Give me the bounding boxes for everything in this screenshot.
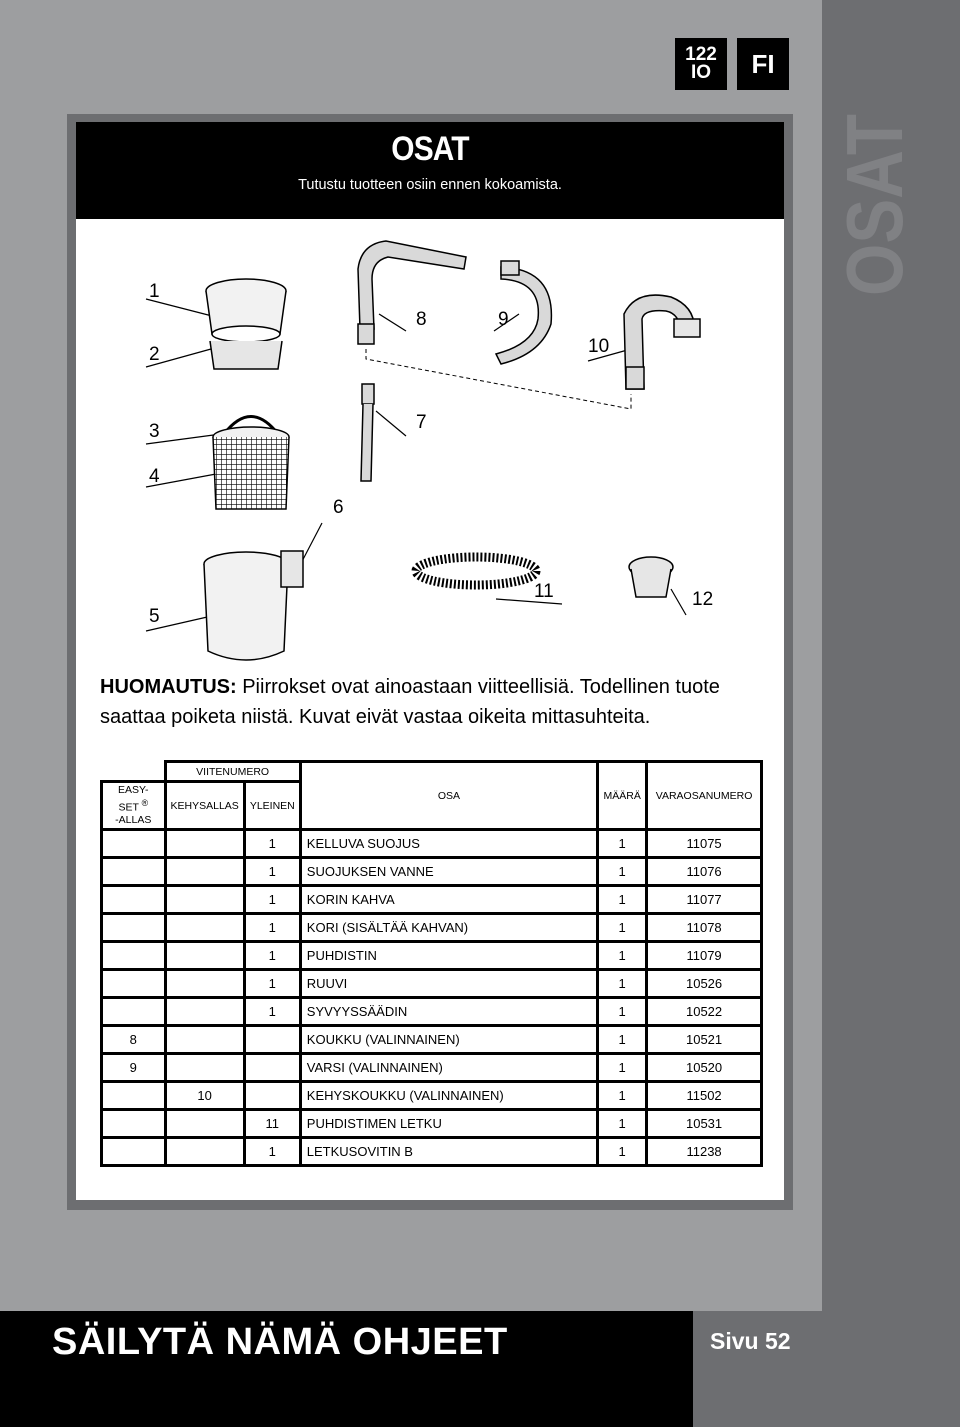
cell-osa: SUOJUKSEN VANNE — [300, 858, 597, 886]
parts-diagram — [76, 219, 784, 669]
cell-easy-set — [102, 1138, 166, 1166]
cell-varaosanumero: 10520 — [647, 1054, 762, 1082]
footer-bar — [0, 1311, 693, 1427]
table-row — [102, 914, 762, 942]
cell-osa: PUHDISTIMEN LETKU — [300, 1110, 597, 1138]
cell-maara: 1 — [598, 998, 647, 1026]
header-maara: MÄÄRÄ — [598, 762, 647, 830]
page-number: Sivu 52 — [710, 1328, 791, 1354]
footer-text: SÄILYTÄ NÄMÄ OHJEET — [52, 1321, 508, 1363]
cell-osa: KOUKKU (VALINNAINEN) — [300, 1026, 597, 1054]
table-row — [102, 1082, 762, 1110]
header-easy-set-line3: -ALLAS — [115, 814, 152, 827]
diagram-label-9: 9 — [498, 309, 509, 330]
cell-varaosanumero: 10521 — [647, 1026, 762, 1054]
model-code-line1: 122 — [685, 44, 717, 65]
header-kehysallas: KEHYSALLAS — [165, 782, 244, 830]
cell-varaosanumero: 11078 — [647, 914, 762, 942]
cell-easy-set: 9 — [102, 1054, 166, 1082]
leader-line-8 — [379, 314, 406, 331]
leader-line-12 — [671, 589, 686, 615]
page-subtitle: Tutustu tuotteen osiin ennen kokoamista. — [298, 177, 562, 193]
cell-yleinen — [244, 1054, 300, 1082]
cell-varaosanumero: 11238 — [647, 1138, 762, 1166]
cell-yleinen: 1 — [244, 970, 300, 998]
hose-drawing — [416, 557, 536, 585]
skimmer-body-drawing — [204, 551, 303, 660]
cell-maara: 1 — [598, 970, 647, 998]
table-row — [102, 998, 762, 1026]
disclaimer-note — [100, 672, 770, 732]
cell-varaosanumero: 10531 — [647, 1110, 762, 1138]
side-title — [830, 79, 919, 300]
model-code-badge — [675, 38, 727, 90]
cell-yleinen: 1 — [244, 886, 300, 914]
header-yleinen: YLEINEN — [244, 782, 300, 830]
cell-yleinen: 1 — [244, 942, 300, 970]
cell-kehysallas — [165, 1054, 244, 1082]
cell-kehysallas — [165, 1138, 244, 1166]
cell-maara: 1 — [598, 1026, 647, 1054]
cell-kehysallas — [165, 830, 244, 858]
cell-yleinen: 1 — [244, 830, 300, 858]
cell-kehysallas — [165, 858, 244, 886]
cell-easy-set — [102, 914, 166, 942]
cell-varaosanumero: 11075 — [647, 830, 762, 858]
table-row — [102, 1054, 762, 1082]
table-row — [102, 886, 762, 914]
cell-yleinen — [244, 1082, 300, 1110]
cell-easy-set — [102, 886, 166, 914]
table-row — [102, 1138, 762, 1166]
cell-maara: 1 — [598, 942, 647, 970]
note-text: Piirrokset ovat ainoastaan viitteellisiä. Todellinen tuote saattaa poiketa niistä. Kuvat eivät vastaa oikeita mittasuhteita. — [100, 676, 720, 728]
table-row — [102, 1026, 762, 1054]
diagram-label-7: 7 — [416, 412, 427, 433]
header-easy-set-line1: EASY- — [117, 783, 149, 796]
header-easy-set — [102, 782, 166, 830]
diagram-label-11: 11 — [534, 581, 554, 602]
cell-varaosanumero: 10526 — [647, 970, 762, 998]
cell-maara: 1 — [598, 1138, 647, 1166]
side-title-text: OSAT — [830, 79, 919, 296]
note-lead: HUOMAUTUS: — [100, 676, 237, 698]
table-row — [102, 830, 762, 858]
table-row — [102, 1110, 762, 1138]
cell-maara: 1 — [598, 830, 647, 858]
header-varaosanumero: VARAOSANUMERO — [647, 762, 762, 830]
page-title: OSAT — [391, 130, 469, 168]
cell-maara: 1 — [598, 1082, 647, 1110]
cell-osa: KORI (SISÄLTÄÄ KAHVAN) — [300, 914, 597, 942]
cell-kehysallas — [165, 1026, 244, 1054]
cell-kehysallas — [165, 1110, 244, 1138]
diagram-label-12: 12 — [692, 589, 714, 610]
diagram-label-5: 5 — [149, 606, 160, 627]
section-header — [76, 122, 784, 219]
diagram-label-1: 1 — [149, 281, 160, 302]
cell-yleinen: 11 — [244, 1110, 300, 1138]
leader-line-7 — [376, 411, 406, 436]
parts-table — [100, 760, 763, 1167]
cell-varaosanumero: 11077 — [647, 886, 762, 914]
cell-varaosanumero: 11079 — [647, 942, 762, 970]
cell-easy-set — [102, 942, 166, 970]
cell-varaosanumero: 10522 — [647, 998, 762, 1026]
diagram-label-6: 6 — [333, 497, 344, 518]
cell-osa: RUUVI — [300, 970, 597, 998]
cell-maara: 1 — [598, 914, 647, 942]
diagram-label-2: 2 — [149, 344, 160, 365]
cell-kehysallas — [165, 942, 244, 970]
cell-yleinen: 1 — [244, 914, 300, 942]
hook-drawing — [358, 241, 466, 344]
cell-maara: 1 — [598, 858, 647, 886]
diagram-label-8: 8 — [416, 309, 427, 330]
model-code-line2: IO — [690, 62, 712, 83]
hanger-strap-drawing — [361, 384, 374, 481]
header-viitenumero: VIITENUMERO — [165, 762, 300, 782]
cell-maara: 1 — [598, 886, 647, 914]
skimmer-lid-drawing — [206, 279, 286, 369]
cell-osa: PUHDISTIN — [300, 942, 597, 970]
cell-osa: KEHYSKOUKKU (VALINNAINEN) — [300, 1082, 597, 1110]
cell-kehysallas — [165, 914, 244, 942]
cell-maara: 1 — [598, 1054, 647, 1082]
cell-osa: VARSI (VALINNAINEN) — [300, 1054, 597, 1082]
diagram-label-10: 10 — [588, 336, 610, 357]
header-blank — [102, 762, 166, 782]
cell-maara: 1 — [598, 1110, 647, 1138]
cell-osa: KELLUVA SUOJUS — [300, 830, 597, 858]
cell-yleinen: 1 — [244, 998, 300, 1026]
cell-easy-set — [102, 858, 166, 886]
cell-kehysallas — [165, 970, 244, 998]
cell-easy-set — [102, 1110, 166, 1138]
diagram-label-3: 3 — [149, 421, 160, 442]
header-easy-set-line2: SET — [118, 801, 139, 814]
header-osa: OSA — [300, 762, 597, 830]
diagram-label-4: 4 — [149, 466, 160, 487]
side-title-svg — [830, 79, 919, 300]
cell-easy-set — [102, 970, 166, 998]
cell-osa: KORIN KAHVA — [300, 886, 597, 914]
cell-varaosanumero: 11076 — [647, 858, 762, 886]
frame-hook-drawing — [624, 295, 700, 389]
hose-adapter-drawing — [629, 557, 673, 597]
parts-diagram-svg — [76, 219, 784, 669]
cell-yleinen — [244, 1026, 300, 1054]
cell-osa: LETKUSOVITIN B — [300, 1138, 597, 1166]
table-row — [102, 858, 762, 886]
table-row — [102, 942, 762, 970]
cell-varaosanumero: 11502 — [647, 1082, 762, 1110]
basket-drawing — [213, 417, 289, 510]
table-row — [102, 970, 762, 998]
cell-kehysallas: 10 — [165, 1082, 244, 1110]
cell-easy-set: 8 — [102, 1026, 166, 1054]
cell-easy-set — [102, 1082, 166, 1110]
language-badge: FI — [737, 38, 789, 90]
cell-osa: SYVYYSSÄÄDIN — [300, 998, 597, 1026]
header-easy-set-reg: ® — [141, 797, 149, 808]
cell-yleinen: 1 — [244, 858, 300, 886]
cell-easy-set — [102, 830, 166, 858]
cell-kehysallas — [165, 886, 244, 914]
cell-easy-set — [102, 998, 166, 1026]
page-number-box — [693, 1311, 822, 1427]
cell-yleinen: 1 — [244, 1138, 300, 1166]
cell-kehysallas — [165, 998, 244, 1026]
